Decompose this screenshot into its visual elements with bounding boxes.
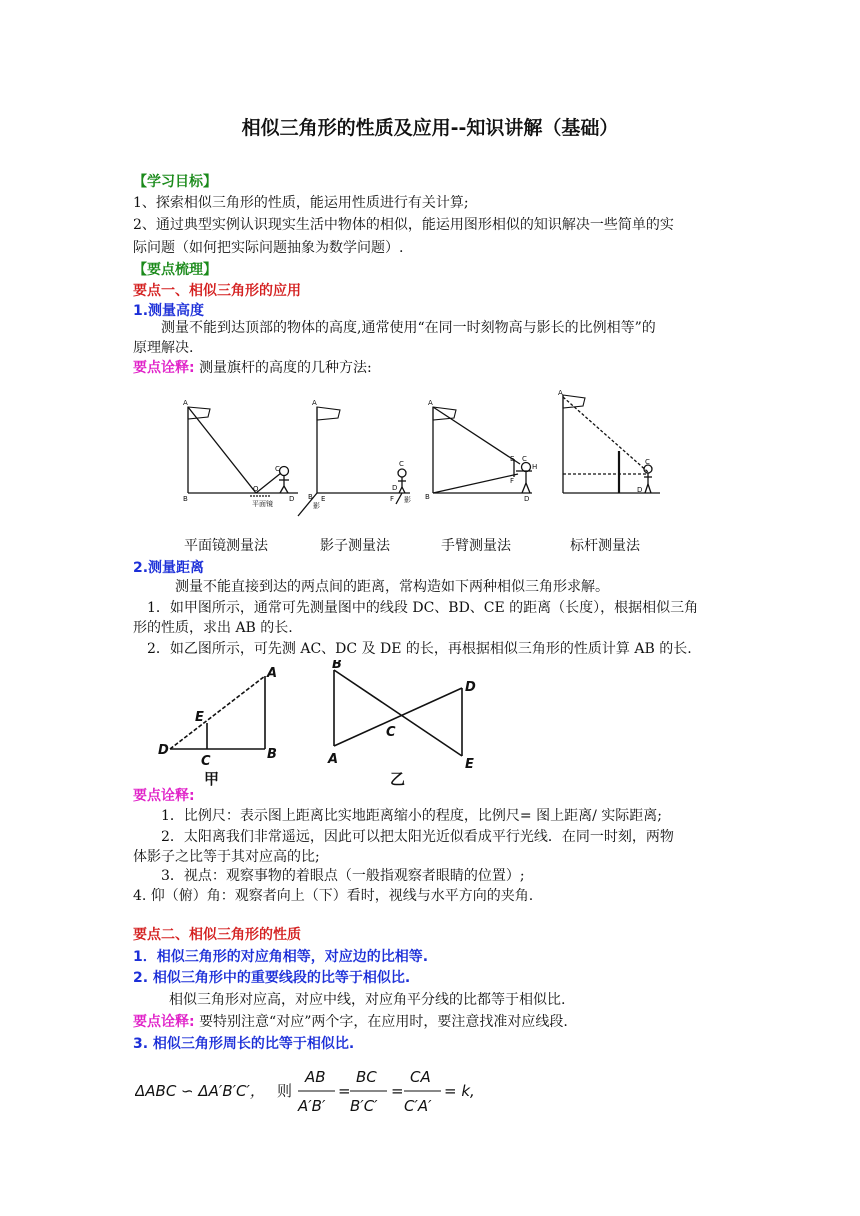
arm-label-c: C xyxy=(522,455,527,463)
note-item-4: 4. 仰（俯）角：观察者向上（下）看时，视线与水平方向的夹角. xyxy=(133,888,534,904)
note-item-1: 1．比例尺：表示图上距离比实地距离缩小的程度，比例尺= 图上距离/ 实际距离; xyxy=(161,808,662,824)
learning-goal-2-cont: 际问题（如何把实际问题抽象为数学问题）. xyxy=(133,240,404,256)
formula-f2-num: BC xyxy=(356,1068,377,1086)
yi-label-c: C xyxy=(386,725,396,740)
yi-label-b: B xyxy=(332,660,342,672)
mirror-label-c: C xyxy=(275,465,280,473)
part2-point-3: 3. 相似三角形周长的比等于相似比. xyxy=(133,1036,355,1052)
mirror-label-b: B xyxy=(183,495,188,503)
shadow-label-ying-2: 影 xyxy=(404,496,411,504)
note-item-2: 2．太阳离我们非常遥远，因此可以把太阳光近似看成平行光线．在同一时刻，两物 xyxy=(161,829,674,845)
formula-then: 则 xyxy=(277,1082,293,1100)
sub2-heading: 2.测量距离 xyxy=(133,560,205,576)
part2-note-text: 要特别注意“对应”两个字，在应用时，要注意找准对应线段. xyxy=(199,1014,568,1030)
formula-lhs: ΔABC ∽ ΔA′B′C′， xyxy=(135,1082,265,1100)
note-text: 测量旗杆的高度的几种方法: xyxy=(199,360,372,376)
learning-goal-2: 2、通过典型实例认识现实生活中物体的相似，能运用图形相似的知识解决一些简单的实 xyxy=(133,217,674,233)
shadow-label-f: F xyxy=(390,495,395,503)
part2-heading: 要点二、相似三角形的性质 xyxy=(133,927,301,943)
jia-caption: 甲 xyxy=(204,770,220,788)
note-label: 要点诠释: xyxy=(133,360,195,376)
part2-point-1: 1．相似三角形的对应角相等，对应边的比相等. xyxy=(133,949,429,965)
mirror-label-text: 平面镜 xyxy=(252,500,273,508)
notes-label: 要点诠释: xyxy=(133,788,195,804)
mirror-label-o: O xyxy=(253,485,259,493)
sub1-note xyxy=(133,358,372,378)
figure-yi xyxy=(322,660,492,790)
arm-label-f: F xyxy=(510,477,515,485)
arm-label-d: D xyxy=(524,495,530,503)
yi-label-e: E xyxy=(465,757,474,772)
caption-arm: 手臂测量法 xyxy=(441,538,511,554)
page-title: 相似三角形的性质及应用--知识讲解（基础） xyxy=(241,117,619,139)
part2-point-2: 2. 相似三角形中的重要线段的比等于相似比. xyxy=(133,970,411,986)
caption-shadow: 影子测量法 xyxy=(320,538,390,554)
formula-eq-1: = xyxy=(338,1082,351,1100)
pole-label-c: C xyxy=(645,458,650,466)
sub2-item2: 2．如乙图所示，可先测 AC、DC 及 DE 的长，再根据相似三角形的性质计算 AB 的长. xyxy=(147,641,692,657)
arm-method-diagram xyxy=(433,407,532,493)
part1-heading: 要点一、相似三角形的应用 xyxy=(133,283,301,299)
shadow-label-e: E xyxy=(321,495,326,503)
arm-label-h: H xyxy=(532,463,538,471)
sub1-body-1: 测量不能到达顶部的物体的高度,通常使用“在同一时刻物高与影长的比例相等”的 xyxy=(161,320,656,336)
shadow-label-ying-1: 影 xyxy=(313,502,320,510)
jia-label-a: A xyxy=(267,666,278,681)
sub2-item1-line1: 1．如甲图所示，通常可先测量图中的线段 DC、BD、CE 的距离（长度），根据相似三角 xyxy=(147,600,699,616)
formula-eq-2: = xyxy=(391,1082,404,1100)
formula-f1-den: A′B′ xyxy=(298,1097,326,1115)
jia-label-d: D xyxy=(158,743,169,758)
learning-goal-1: 1、探索相似三角形的性质，能运用性质进行有关计算; xyxy=(133,195,469,211)
shadow-label-b: B xyxy=(308,493,313,501)
pole-method-diagram xyxy=(563,395,660,493)
note-item-3: 3．视点：观察事物的着眼点（一般指观察者眼睛的位置）; xyxy=(161,868,525,884)
formula-f2-den: B′C′ xyxy=(350,1097,378,1115)
similarity-formula xyxy=(135,1062,495,1120)
shadow-label-d: D xyxy=(392,484,398,492)
yi-caption: 乙 xyxy=(390,770,406,788)
part2-note-label: 要点诠释: xyxy=(133,1014,195,1030)
arm-label-e: E xyxy=(510,455,515,463)
shadow-label-a: A xyxy=(312,399,317,407)
caption-mirror: 平面镜测量法 xyxy=(184,538,268,554)
jia-label-e: E xyxy=(195,710,204,725)
formula-f3-num: CA xyxy=(410,1068,431,1086)
mirror-label-a: A xyxy=(183,399,188,407)
part2-note xyxy=(133,1012,568,1032)
pole-label-d: D xyxy=(637,486,643,494)
pole-label-a: A xyxy=(558,389,563,397)
sub2-item1-line2: 形的性质，求出 AB 的长. xyxy=(133,620,293,636)
arm-label-b: B xyxy=(425,493,430,501)
mirror-label-d: D xyxy=(289,495,295,503)
mirror-method-diagram xyxy=(188,407,298,496)
caption-pole: 标杆测量法 xyxy=(570,538,640,554)
yi-label-d: D xyxy=(465,680,476,695)
figure-jia xyxy=(150,660,290,790)
key-points-heading: 【要点梳理】 xyxy=(133,262,217,278)
note-item-2-cont: 体影子之比等于其对应高的比; xyxy=(133,849,320,865)
jia-label-b: B xyxy=(267,747,277,762)
formula-f3-den: C′A′ xyxy=(404,1097,432,1115)
sub1-heading: 1.测量高度 xyxy=(133,303,205,319)
shadow-label-c: C xyxy=(399,460,404,468)
jia-label-c: C xyxy=(201,754,211,769)
sub1-body-2: 原理解决. xyxy=(133,340,194,356)
sub2-body: 测量不能直接到达的两点间的距离，常构造如下两种相似三角形求解。 xyxy=(175,579,609,595)
learning-goals-heading: 【学习目标】 xyxy=(133,174,217,190)
flagpole-methods-figure xyxy=(170,385,690,525)
yi-label-a: A xyxy=(328,752,339,767)
arm-label-a: A xyxy=(428,399,433,407)
formula-rhs: = k, xyxy=(444,1082,475,1100)
part2-point-2-body: 相似三角形对应高，对应中线，对应角平分线的比都等于相似比. xyxy=(169,992,566,1008)
formula-f1-num: AB xyxy=(305,1068,326,1086)
